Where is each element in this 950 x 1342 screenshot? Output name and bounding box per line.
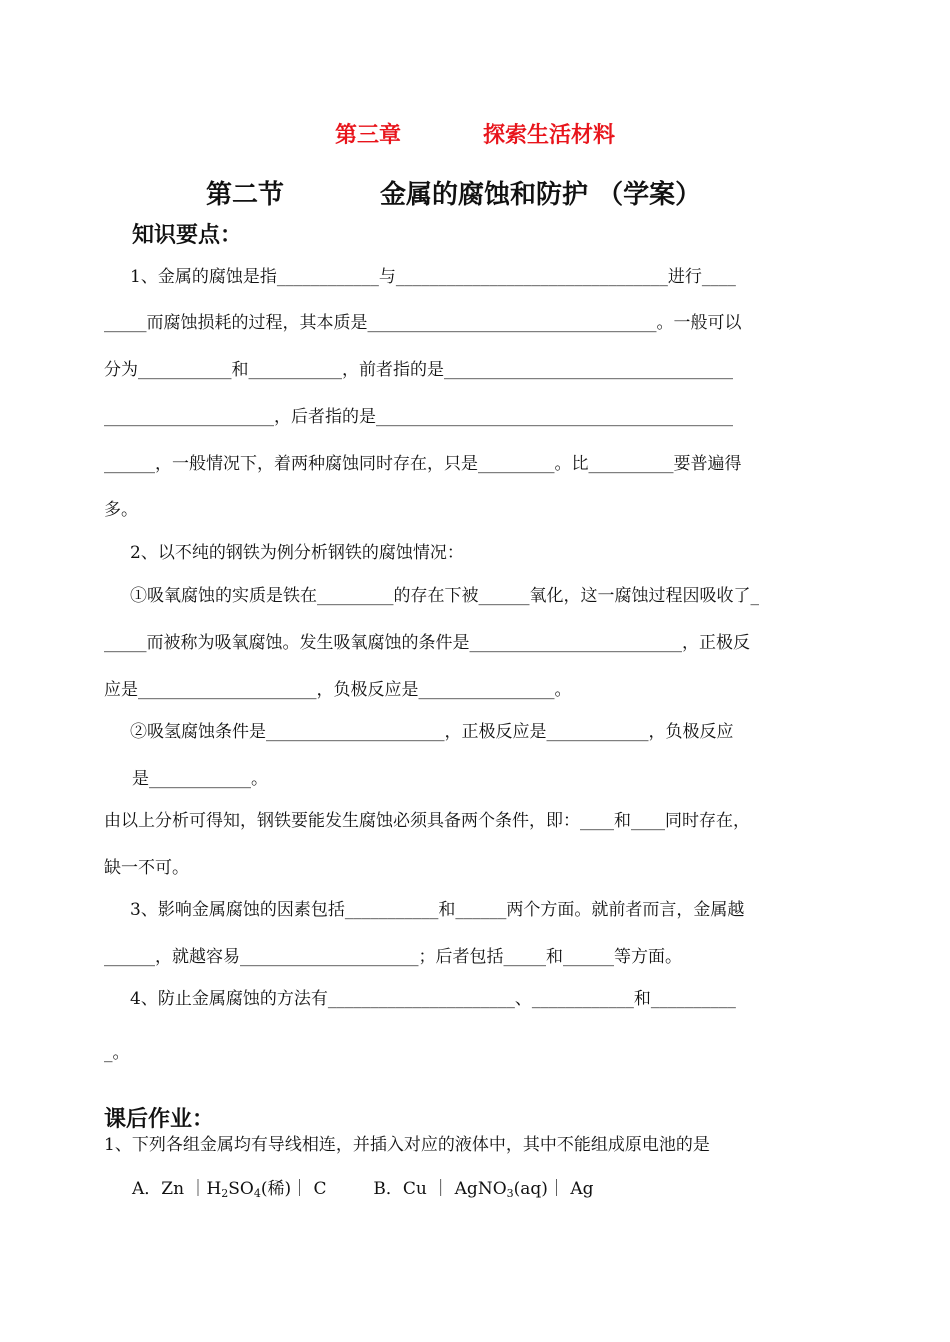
chapter-name: 探索生活材料: [483, 123, 616, 148]
text-line: ______，就越容易_____________________；后者包括_____和______等方面。: [104, 947, 682, 967]
text-line: 应是_____________________，负极反应是________________。: [104, 680, 572, 700]
question-1: 1、下列各组金属均有导线相连，并插入对应的液体中，其中不能组成原电池的是: [104, 1135, 710, 1155]
text-line: _。: [104, 1043, 130, 1063]
homework-heading: 课后作业：: [104, 1107, 215, 1132]
text-line: ①吸氧腐蚀的实质是铁在_________的存在下被______氧化，这一腐蚀过程因吸收了_: [130, 586, 759, 606]
text-line: 2、以不纯的钢铁为例分析钢铁的腐蚀情况：: [130, 543, 464, 563]
text-line: 分为___________和___________，前者指的是__________________________________: [104, 360, 733, 380]
text-line: _____而被称为吸氧腐蚀。发生吸氧腐蚀的条件是_________________________，正极反: [104, 633, 750, 653]
knowledge-heading: 知识要点：: [132, 223, 243, 248]
text-line: _____而腐蚀损耗的过程，其本质是__________________________________。一般可以: [104, 313, 742, 333]
text-line: ____________________，后者指的是__________________________________________: [104, 407, 733, 427]
text-line: 多。: [104, 500, 138, 520]
question-1-options: [132, 1178, 594, 1200]
text-line: 1、金属的腐蚀是指____________与________________________________进行____: [130, 267, 736, 287]
text-line: 4、防止金属腐蚀的方法有______________________、____________和__________: [130, 989, 736, 1009]
text-line: 3、影响金属腐蚀的因素包括___________和______两个方面。就前者而言，金属越: [130, 900, 745, 920]
section-title: [206, 174, 701, 211]
option-b: B．Cu ｜ AgNO$_3$(aq)｜ Ag: [373, 1179, 594, 1200]
text-line: ______，一般情况下，着两种腐蚀同时存在，只是_________。比__________要普遍得: [104, 454, 742, 474]
section-name: 金属的腐蚀和防护 （学案）: [380, 180, 702, 210]
text-line: ②吸氢腐蚀条件是_____________________，正极反应是____________，负极反应: [130, 722, 734, 742]
text-line: 缺一不可。: [104, 858, 189, 878]
option-a: A．Zn $|H_2SO_4$(稀)｜ C: [132, 1179, 327, 1200]
chapter-number: 第三章: [334, 123, 401, 148]
section-number: 第二节: [206, 180, 285, 210]
text-line: 由以上分析可得知，钢铁要能发生腐蚀必须具备两个条件，即：____和____同时存在，: [104, 811, 750, 831]
chapter-title: [0, 118, 950, 149]
text-line: 是____________。: [132, 769, 268, 789]
